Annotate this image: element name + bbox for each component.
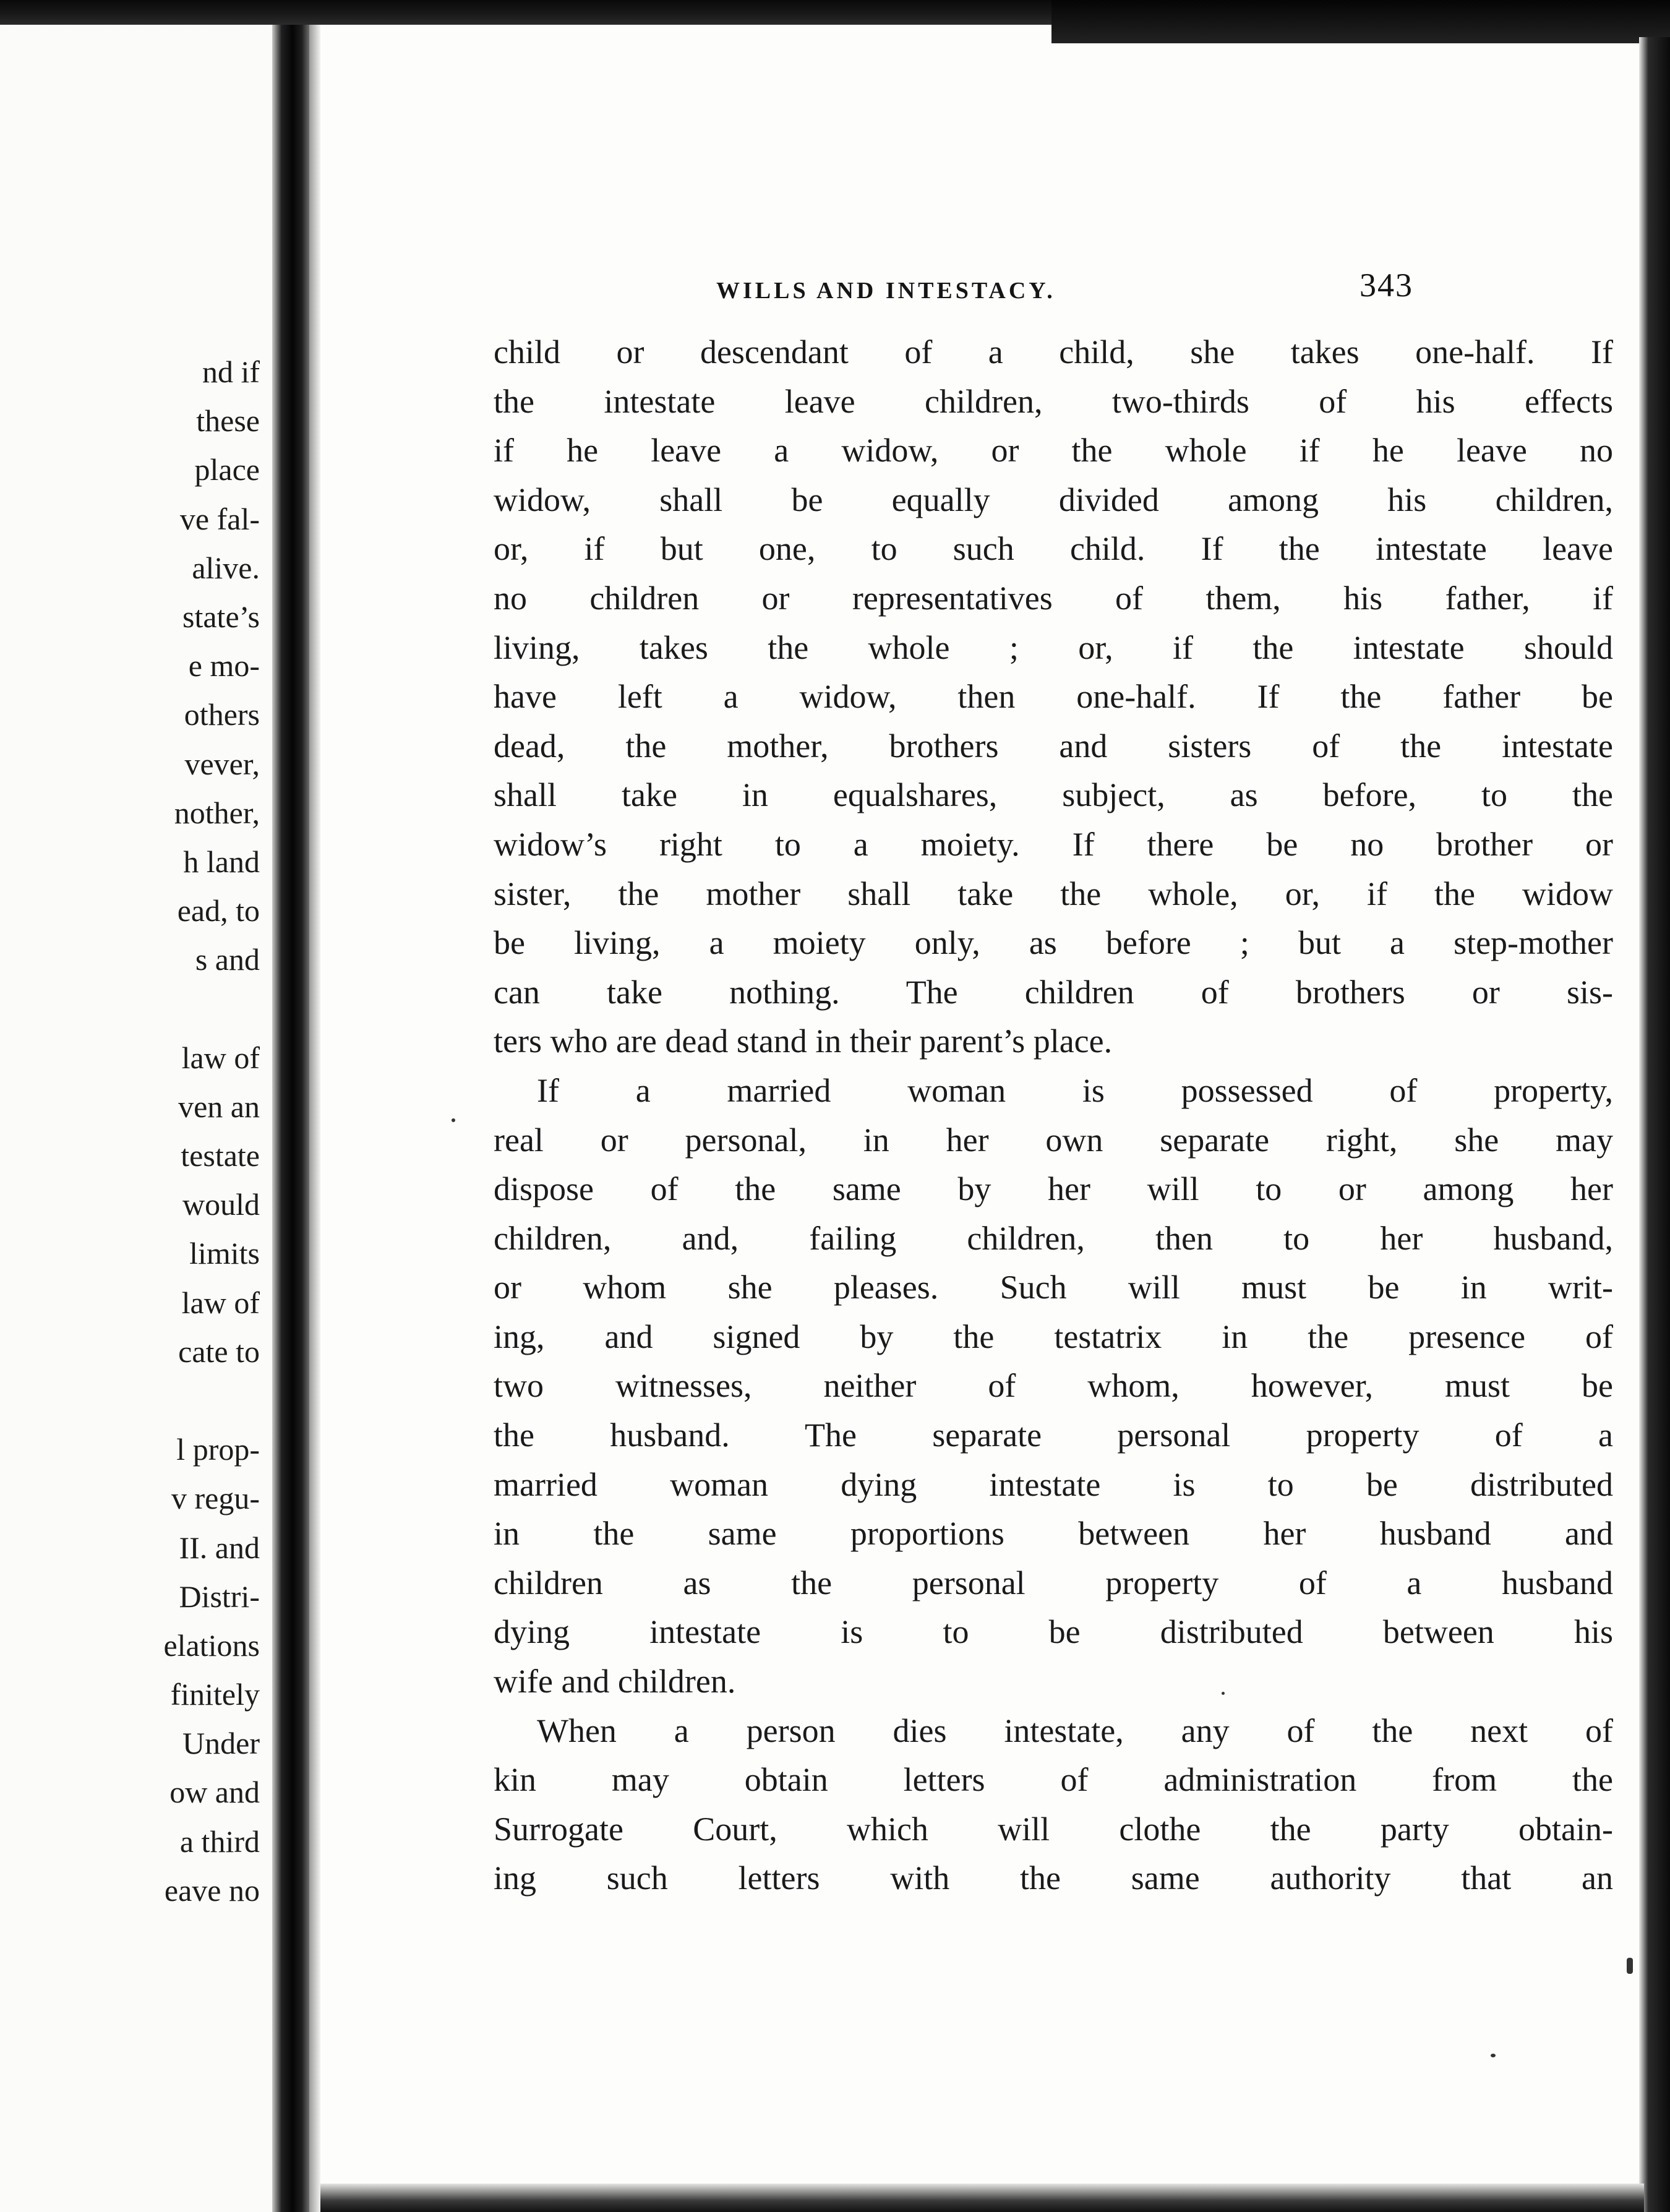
text-line: kin may obtain letters of administration from the: [494, 1761, 1613, 1799]
facing-page-line-text: alive.: [192, 550, 260, 585]
text-line: ing such letters with the same authority that an: [494, 1859, 1613, 1897]
text-line: no children or representatives of them, his father, if: [494, 579, 1613, 617]
text-line: ing, and signed by the testatrix in the presence of: [494, 1318, 1613, 1355]
facing-page-line: [0, 740, 272, 789]
facing-page-line-text: cate to: [178, 1334, 260, 1369]
facing-page-line-text: eave no: [164, 1872, 260, 1908]
facing-page-line: [0, 1425, 272, 1474]
facing-page-line-text: nother,: [174, 795, 260, 830]
facing-page-line-text: Distri-: [179, 1579, 260, 1614]
running-head: [320, 266, 1639, 315]
facing-page-line-text: a third: [179, 1824, 260, 1859]
facing-page-line-text: ven an: [178, 1089, 260, 1124]
facing-page-line: [0, 789, 272, 838]
facing-page-line-text: ead, to: [177, 893, 260, 928]
page-body-text: [494, 328, 1613, 1903]
facing-page-line-text: l prop-: [176, 1432, 260, 1467]
facing-page-line-text: h land: [183, 844, 260, 879]
text-line: have left a widow, then one-half. If the father be: [494, 678, 1613, 716]
facing-page-line-text: testate: [181, 1138, 260, 1173]
scan-speck: [1491, 2054, 1496, 2057]
facing-page-line: [0, 1082, 272, 1131]
text-line: two witnesses, neither of whom, however, must be: [494, 1367, 1613, 1405]
facing-page-line: [0, 984, 272, 1033]
facing-page-line-text: law of: [181, 1285, 260, 1320]
facing-page-line: [0, 1670, 272, 1719]
text-line: widow’s right to a moiety. If there be no brother or: [494, 825, 1613, 863]
facing-page-line-text: place: [194, 452, 260, 487]
text-line: ters who are dead stand in their parent’s place.: [494, 1022, 1113, 1060]
facing-page-line-text: law of: [181, 1040, 260, 1075]
facing-page-line: [0, 1768, 272, 1817]
text-line: be living, a moiety only, as before ; but a step-mother: [494, 924, 1613, 962]
text-line: or, if but one, to such child. If the intestate leave: [494, 530, 1613, 568]
text-line: widow, shall be equally divided among his children,: [494, 481, 1613, 518]
facing-page-line: [0, 1327, 272, 1376]
facing-page-line-text: limits: [189, 1236, 260, 1271]
facing-page-line-text: e mo-: [188, 648, 260, 684]
facing-page-line: [0, 935, 272, 984]
text-line: dispose of the same by her will to or among her: [494, 1170, 1613, 1208]
text-line: sister, the mother shall take the whole, or, if the widow: [494, 875, 1613, 912]
text-line: dead, the mother, brothers and sisters of the intestate: [494, 727, 1613, 765]
facing-page-line-text: s and: [195, 942, 260, 977]
facing-page-line: [0, 1719, 272, 1768]
text-line: real or personal, in her own separate right, she may: [494, 1121, 1613, 1159]
text-line: the intestate leave children, two-thirds of his effects: [494, 382, 1613, 420]
facing-page-line: [0, 1034, 272, 1082]
facing-page-line: [0, 1474, 272, 1523]
text-line: dying intestate is to be distributed between his: [494, 1613, 1613, 1651]
facing-page-line: [0, 1279, 272, 1327]
book-gutter: [272, 25, 309, 2212]
running-head-title: WILLS AND INTESTACY.: [716, 278, 1056, 304]
facing-page-line: [0, 838, 272, 886]
text-line: children, and, failing children, then to her husband,: [494, 1219, 1613, 1257]
book-page: [320, 37, 1639, 2184]
facing-page-line-text: vever,: [184, 746, 260, 781]
page-number: 343: [1360, 267, 1413, 304]
facing-page-line: [0, 1180, 272, 1229]
facing-page-line-text: would: [182, 1187, 260, 1222]
scan-bottom-edge: [320, 2184, 1644, 2212]
text-line: If a married woman is possessed of property,: [537, 1071, 1613, 1109]
text-line: shall take in equalshares, subject, as before, to the: [494, 776, 1613, 814]
facing-page-line: [0, 1229, 272, 1278]
facing-page-line: [0, 690, 272, 739]
text-line: married woman dying intestate is to be distributed: [494, 1465, 1613, 1503]
facing-page-line-text: state’s: [182, 599, 260, 634]
facing-page-line: [0, 1131, 272, 1180]
facing-page-line-text: finitely: [170, 1677, 260, 1712]
scan-speck: [1627, 1958, 1633, 1974]
facing-page-line: [0, 397, 272, 445]
facing-page-line: [0, 495, 272, 544]
facing-page-line: [0, 445, 272, 494]
facing-page-line-text: ow and: [169, 1775, 260, 1810]
text-line: the husband. The separate personal property of a: [494, 1417, 1613, 1454]
facing-page-line: [0, 1866, 272, 1915]
scan-speck: [1222, 1692, 1225, 1695]
text-line: living, takes the whole ; or, if the intestate should: [494, 628, 1613, 666]
facing-page-line-text: v regu-: [171, 1481, 260, 1516]
text-line: or whom she pleases. Such will must be in writ-: [494, 1269, 1613, 1306]
facing-page-text: [0, 348, 272, 1915]
facing-page-line: [0, 1621, 272, 1670]
facing-page-line-text: II. and: [179, 1530, 260, 1565]
facing-page-line: [0, 348, 272, 397]
facing-page-line-text: Under: [182, 1726, 260, 1761]
text-line: child or descendant of a child, she takes one-half. If: [494, 333, 1613, 371]
text-line: wife and children.: [494, 1663, 736, 1700]
facing-page-line: [0, 1572, 272, 1621]
facing-page-line-text: ve fal-: [179, 501, 260, 536]
text-line: in the same proportions between her husband and: [494, 1515, 1613, 1553]
facing-page-line-text: others: [184, 697, 260, 732]
scan-speck: [452, 1118, 455, 1122]
facing-page-line: [0, 593, 272, 641]
facing-page-line: [0, 886, 272, 935]
facing-page-line: [0, 641, 272, 690]
scan-right-edge: [1639, 37, 1670, 2212]
facing-page-line: [0, 1376, 272, 1425]
facing-page-line-text: elations: [163, 1627, 260, 1663]
facing-page-left: [0, 25, 272, 2212]
facing-page-line: [0, 1817, 272, 1866]
text-line: children as the personal property of a husband: [494, 1564, 1613, 1601]
text-line: Surrogate Court, which will clothe the party obtain-: [494, 1810, 1613, 1848]
text-line: if he leave a widow, or the whole if he leave no: [494, 432, 1613, 469]
facing-page-line-text: nd if: [202, 354, 260, 389]
facing-page-line: [0, 1524, 272, 1572]
facing-page-line-text: these: [196, 403, 260, 439]
text-line: When a person dies intestate, any of the next of: [537, 1712, 1613, 1749]
facing-page-line: [0, 544, 272, 593]
book-gutter-highlight: [309, 25, 320, 2212]
text-line: can take nothing. The children of brothers or sis-: [494, 973, 1613, 1011]
